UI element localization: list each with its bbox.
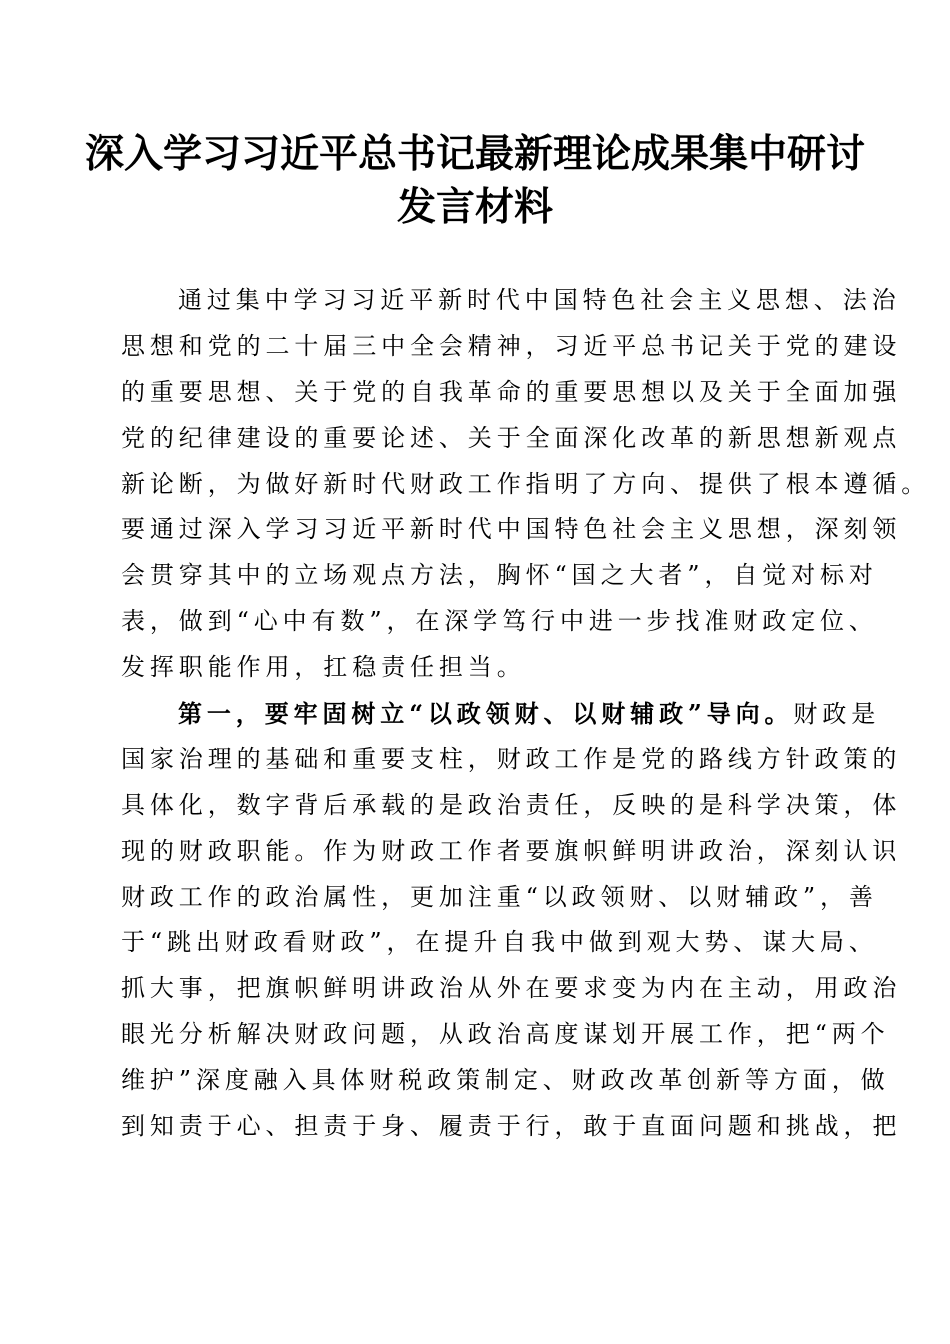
paragraph-line: 具体化，数字背后承载的是政治责任，反映的是科学决策，体 (121, 790, 902, 819)
paragraph-1 (121, 278, 931, 691)
section-heading-first: 第一，要牢固树立“以政领财、以财辅政”导向。 (178, 699, 794, 729)
paragraph-line: 到知责于心、担责于身、履责于行，敢于直面问题和挑战，把 (121, 1112, 902, 1141)
paragraph-line: 抓大事，把旗帜鲜明讲政治从外在要求变为内在主动，用政治 (121, 974, 902, 1003)
paragraph-first-line (121, 691, 881, 737)
paragraph-line: 财政工作的政治属性，更加注重“以政领财、以财辅政”，善 (121, 882, 878, 911)
paragraph-line: 通过集中学习习近平新时代中国特色社会主义思想、法治 (178, 286, 901, 314)
paragraph-line: 发挥职能作用，扛稳责任担当。 (121, 653, 526, 682)
title-line-1: 深入学习习近平总书记最新理论成果集中研讨 (84, 131, 865, 177)
paragraph-line: 于“跳出财政看财政”，在提升自我中做到观大势、谋大局、 (121, 928, 878, 957)
paragraph-line: 要通过深入学习习近平新时代中国特色社会主义思想，深刻领 (121, 515, 902, 544)
paragraph-line: 会贯穿其中的立场观点方法，胸怀“国之大者”，自觉对标对 (121, 561, 878, 590)
paragraph-line: 国家治理的基础和重要支柱，财政工作是党的路线方针政策的 (121, 744, 902, 773)
paragraph-line: 维护”深度融入具体财税政策制定、财政改革创新等方面，做 (121, 1066, 890, 1095)
document-body (121, 278, 931, 1150)
paragraph-line: 党的纪律建设的重要论述、关于全面深化改革的新思想新观点 (121, 423, 902, 452)
paragraph-line: 的重要思想、关于党的自我革命的重要思想以及关于全面加强 (121, 377, 902, 406)
paragraph-line: 眼光分析解决财政问题，从政治高度谋划开展工作，把“两个 (121, 1020, 890, 1049)
document-title (0, 128, 950, 234)
paragraph-line: 思想和党的二十届三中全会精神，习近平总书记关于党的建设 (121, 331, 902, 360)
paragraph-line-rest: 财政是 (793, 700, 881, 729)
paragraph-line: 表，做到“心中有数”，在深学笃行中进一步找准财政定位、 (121, 607, 878, 636)
paragraph-2 (121, 691, 902, 1150)
paragraph-line: 新论断，为做好新时代财政工作指明了方向、提供了根本遵循。 (121, 469, 931, 498)
title-line-2: 发言材料 (396, 184, 553, 230)
paragraph-line: 现的财政职能。作为财政工作者要旗帜鲜明讲政治，深刻认识 (121, 836, 902, 865)
